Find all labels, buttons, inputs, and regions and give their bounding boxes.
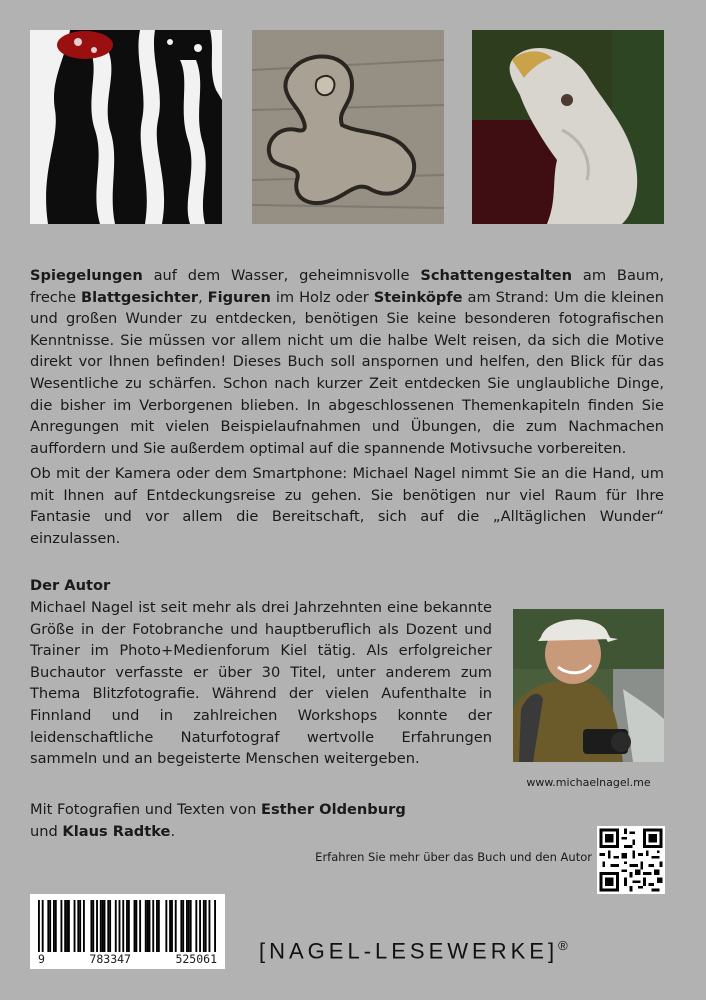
highlight-schattengestalten: Schattengestalten (420, 267, 573, 284)
barcode-bar (104, 900, 106, 952)
author-heading: Der Autor (30, 577, 111, 594)
barcode-bar (122, 900, 124, 952)
highlight-spiegelungen: Spiegelungen (30, 267, 143, 284)
barcode-bar (126, 900, 128, 952)
barcode-bar (182, 900, 184, 952)
barcode-bar (38, 900, 40, 952)
highlight-figuren: Figuren (207, 288, 271, 306)
barcode-bar (47, 900, 49, 952)
barcode-bar (109, 900, 111, 952)
author-portrait (513, 609, 664, 762)
isbn-digits (30, 952, 225, 966)
qr-code[interactable] (597, 826, 665, 894)
isbn-barcode (30, 894, 225, 969)
barcode-bar (165, 900, 167, 952)
barcode-bar (55, 900, 57, 952)
barcode-bar (119, 900, 121, 952)
author-website-link[interactable]: www.michaelnagel.me (526, 776, 651, 789)
barcode-bar (180, 900, 182, 952)
barcode-bar (79, 900, 81, 952)
barcode-bar (209, 900, 211, 952)
barcode-bar (158, 900, 160, 952)
blurb-text: am Strand: Um die kleinen und großen Wunder zu entdecken, benötigen Sie keine besonderen fotografischen Kenntnisse. Sie müssen vor allem nicht um die halbe Welt reisen, da sich die Motive direkt vor Ihnen befinden! Dieses Buch soll anspornen und helfen, den Blick für das Wesentliche zu schärfen. Schon nach kurzer Zeit entdecken Sie unglaubliche Dinge, die bisher im Verborgenen blieben. In abgeschlossenen Themenkapiteln finden Sie Anregungen mit vielen Beispielaufnahmen und Übungen, die zum Nachmachen auffordern und Sie außerdem optimal auf die spannende Motivsuche vorbereiten. (30, 288, 664, 457)
barcode-bar (53, 900, 55, 952)
barcode-bar (147, 900, 149, 952)
barcode-bar (49, 900, 51, 952)
barcode-bar (83, 900, 85, 952)
author-bio: Michael Nagel ist seit mehr als drei Jahrzehnten eine bekannte Größe in der Fotobranche und hauptberuflich als Dozent und Trainer im Photo+Medienforum Kiel tätig. Als erfolgreicher Buchautor verfasste er über 30 Titel, unter anderem zum Thema Blitzfotografie. Während der vielen Aufenthalte in Finnland und in zahlreichen Workshops konnte der leidenschaftliche Naturfotograf wertvolle Erfahrungen sammeln und an begeisterte Menschen weitergeben. (30, 599, 492, 768)
blurb-text: im Holz oder (270, 288, 374, 306)
barcode-bar (134, 900, 136, 952)
barcode-bar (190, 900, 192, 952)
credits (30, 799, 406, 843)
barcode-bar (139, 900, 141, 952)
credits-and: und (30, 823, 63, 840)
barcode-bar (96, 900, 98, 952)
credit-name-2: Klaus Radtke (62, 823, 171, 840)
blurb-text: , (198, 288, 208, 306)
barcode-bar (199, 900, 201, 952)
barcode-bar (214, 900, 216, 952)
isbn-digit-lead: 9 (38, 952, 45, 966)
barcode-bar (64, 900, 66, 952)
blurb-text: am Baum, freche (30, 267, 664, 306)
barcode-bar (107, 900, 109, 952)
barcode-bar (145, 900, 147, 952)
barcode-bar (102, 900, 104, 952)
barcode-bar (203, 900, 205, 952)
barcode-bar (92, 900, 94, 952)
credit-name-1: Esther Oldenburg (260, 801, 406, 818)
barcode-bar (74, 900, 76, 952)
blurb-text: auf dem Wasser, geheimnisvolle (142, 267, 421, 284)
barcode-bar (100, 900, 102, 952)
stone-head-photo (472, 30, 664, 224)
registered-mark: ® (558, 938, 568, 953)
barcode-bar (195, 900, 197, 952)
wood-figure-photo (252, 30, 444, 224)
barcode-bar (60, 900, 62, 952)
barcode-bar (156, 900, 158, 952)
barcode-bar (128, 900, 130, 952)
barcode-bars (38, 900, 216, 952)
barcode-bar (152, 900, 154, 952)
barcode-bar (68, 900, 70, 952)
barcode-bar (135, 900, 137, 952)
credits-period: . (170, 823, 176, 840)
barcode-bar (77, 900, 79, 952)
barcode-bar (169, 900, 171, 952)
highlight-blattgesichter: Blattgesichter (80, 288, 199, 306)
isbn-digit-group-2: 525061 (175, 952, 217, 966)
isbn-digit-group-1: 783347 (89, 952, 131, 966)
barcode-bar (171, 900, 173, 952)
blurb-paragraph-1 (30, 265, 664, 459)
barcode-bar (42, 900, 44, 952)
barcode-bar (90, 900, 92, 952)
barcode-bar (188, 900, 190, 952)
highlight-steinkoepfe: Steinköpfe (373, 288, 463, 306)
barcode-bar (205, 900, 207, 952)
publisher-name: [NAGEL-LESEWERKE] (259, 938, 559, 964)
barcode-bar (115, 900, 117, 952)
blurb-paragraph-2: Ob mit der Kamera oder dem Smartphone: Michael Nagel nimmt Sie an die Hand, um mit Ihnen auf Entdeckungsreise zu gehen. Sie benötigen nur viel Raum für Ihre Fantasie und vor allem die Bereitschaft, sich auf die „Alltäglichen Wunder“ einzulassen. (30, 465, 664, 547)
publisher-logo (259, 938, 568, 964)
credits-prefix: Mit Fotografien und Texten von (30, 801, 261, 818)
barcode-bar (149, 900, 151, 952)
reflection-photo (30, 30, 222, 224)
barcode-bar (186, 900, 188, 952)
qr-caption: Erfahren Sie mehr über das Buch und den Autor (315, 850, 592, 864)
barcode-bar (175, 900, 177, 952)
barcode-bar (66, 900, 68, 952)
